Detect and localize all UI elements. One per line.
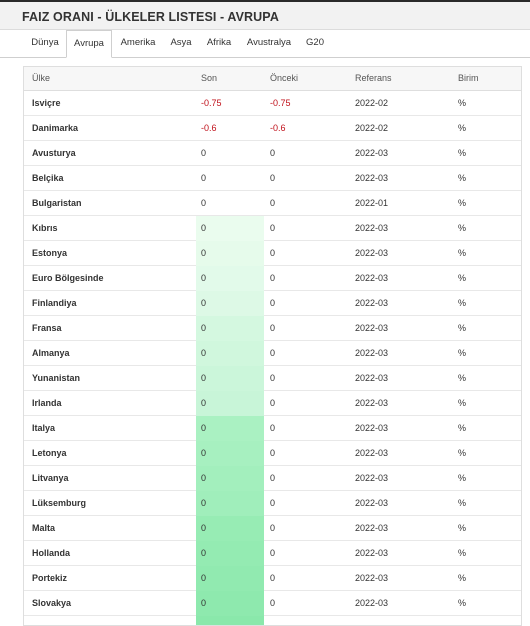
table-row[interactable] (24, 491, 521, 516)
onceki-value: 0 (270, 173, 276, 183)
table-row[interactable] (24, 241, 521, 266)
table-row[interactable] (24, 316, 521, 341)
unit-value: % (458, 573, 467, 583)
son-value: 0 (201, 523, 207, 533)
country-link[interactable]: Irlanda (32, 398, 62, 408)
heat-cell-background (196, 366, 264, 391)
table-row[interactable] (24, 616, 521, 626)
table-row[interactable] (24, 166, 521, 191)
son-value: 0 (201, 498, 207, 508)
unit-value: % (458, 498, 467, 508)
table-row[interactable] (24, 416, 521, 441)
onceki-value: 0 (270, 598, 276, 608)
tab-asya[interactable]: Asya (170, 37, 192, 48)
unit-value: % (458, 173, 467, 183)
table-row[interactable] (24, 366, 521, 391)
son-value: 0 (201, 548, 207, 558)
unit-value: % (458, 448, 467, 458)
table-row[interactable] (24, 191, 521, 216)
country-link[interactable]: Letonya (32, 448, 67, 458)
reference-date: 2022-03 (355, 398, 389, 408)
tab-g20[interactable]: G20 (306, 37, 324, 48)
onceki-value: 0 (270, 523, 276, 533)
onceki-value: -0.75 (270, 98, 291, 108)
unit-value: % (458, 598, 467, 608)
heat-cell-background (196, 591, 264, 616)
country-link[interactable]: Danimarka (32, 123, 79, 133)
table-row[interactable] (24, 591, 521, 616)
onceki-value: 0 (270, 573, 276, 583)
page-title: FAIZ ORANI - ÜLKELER LISTESI - AVRUPA (22, 10, 279, 24)
son-value: 0 (201, 473, 207, 483)
country-link[interactable]: Malta (32, 523, 56, 533)
unit-value: % (458, 98, 467, 108)
reference-date: 2022-03 (355, 423, 389, 433)
onceki-value: 0 (270, 148, 276, 158)
onceki-value: 0 (270, 323, 276, 333)
reference-date: 2022-03 (355, 373, 389, 383)
country-link[interactable]: Finlandiya (32, 298, 77, 308)
table-row[interactable] (24, 291, 521, 316)
onceki-value: 0 (270, 373, 276, 383)
tab-avrupa[interactable]: Avrupa (66, 30, 112, 58)
column-header-son[interactable]: Son (201, 73, 218, 83)
table-row[interactable] (24, 116, 521, 141)
onceki-value: 0 (270, 423, 276, 433)
unit-value: % (458, 223, 467, 233)
heat-cell-background (196, 291, 264, 316)
unit-value: % (458, 473, 467, 483)
son-value: 0 (201, 598, 207, 608)
table-row[interactable] (24, 91, 521, 116)
column-header-onceki[interactable]: Önceki (270, 73, 299, 83)
table-row[interactable] (24, 466, 521, 491)
unit-value: % (458, 198, 467, 208)
reference-date: 2022-02 (355, 123, 389, 133)
tab-amerika[interactable]: Amerika (120, 37, 156, 48)
onceki-value: 0 (270, 198, 276, 208)
tab-avustralya[interactable]: Avustralya (246, 37, 292, 48)
heat-cell-background (196, 416, 264, 441)
son-value: 0 (201, 323, 207, 333)
reference-date: 2022-03 (355, 448, 389, 458)
rates-table (23, 66, 522, 626)
table-row[interactable] (24, 566, 521, 591)
heat-cell-background (196, 266, 264, 291)
reference-date: 2022-03 (355, 148, 389, 158)
heat-cell-background (196, 566, 264, 591)
page-header (0, 2, 530, 30)
table-row[interactable] (24, 391, 521, 416)
onceki-value: 0 (270, 548, 276, 558)
reference-date: 2022-03 (355, 223, 389, 233)
unit-value: % (458, 423, 467, 433)
country-link[interactable]: Euro Bölgesinde (32, 273, 104, 283)
reference-date: 2022-03 (355, 498, 389, 508)
reference-date: 2022-01 (355, 198, 389, 208)
country-link[interactable]: Avusturya (32, 148, 76, 158)
table-row[interactable] (24, 341, 521, 366)
son-value: 0 (201, 173, 207, 183)
country-link[interactable]: Bulgaristan (32, 198, 82, 208)
son-value: 0 (201, 448, 207, 458)
column-header-country[interactable]: Ülke (32, 73, 51, 83)
son-value: 0 (201, 223, 207, 233)
onceki-value: 0 (270, 248, 276, 258)
son-value: 0 (201, 273, 207, 283)
unit-value: % (458, 273, 467, 283)
son-value: 0 (201, 423, 207, 433)
son-value: 0 (201, 398, 207, 408)
onceki-value: 0 (270, 398, 276, 408)
reference-date: 2022-03 (355, 348, 389, 358)
reference-date: 2022-03 (355, 573, 389, 583)
country-link[interactable]: Isviçre (32, 98, 61, 108)
country-link[interactable]: Litvanya (32, 473, 69, 483)
column-header-referans[interactable]: Referans (355, 73, 392, 83)
son-value: 0 (201, 298, 207, 308)
table-row[interactable] (24, 441, 521, 466)
heat-cell-background (196, 241, 264, 266)
unit-value: % (458, 123, 467, 133)
country-link[interactable]: Hollanda (32, 548, 71, 558)
unit-value: % (458, 248, 467, 258)
son-value: 0 (201, 148, 207, 158)
son-value: 0 (201, 573, 207, 583)
tab-dunya[interactable]: Dünya (31, 37, 59, 48)
son-value: 0 (201, 373, 207, 383)
unit-value: % (458, 373, 467, 383)
country-link[interactable]: Italya (32, 423, 56, 433)
heat-cell-background (196, 216, 264, 241)
heat-cell-background (196, 441, 264, 466)
country-link[interactable]: Slovakya (32, 598, 72, 608)
table-row[interactable] (24, 266, 521, 291)
region-tabs (0, 30, 530, 58)
son-value: -0.75 (201, 98, 222, 108)
country-link[interactable]: Estonya (32, 248, 68, 258)
reference-date: 2022-03 (355, 173, 389, 183)
heat-cell-background (196, 341, 264, 366)
heat-cell-background (196, 466, 264, 491)
country-link[interactable]: Fransa (32, 323, 62, 333)
heat-cell-background (196, 616, 264, 626)
unit-value: % (458, 298, 467, 308)
unit-value: % (458, 523, 467, 533)
country-link[interactable]: Kıbrıs (32, 223, 58, 233)
son-value: -0.6 (201, 123, 217, 133)
onceki-value: 0 (270, 273, 276, 283)
unit-value: % (458, 348, 467, 358)
unit-value: % (458, 398, 467, 408)
reference-date: 2022-03 (355, 548, 389, 558)
reference-date: 2022-03 (355, 248, 389, 258)
reference-date: 2022-03 (355, 273, 389, 283)
unit-value: % (458, 148, 467, 158)
onceki-value: 0 (270, 223, 276, 233)
son-value: 0 (201, 248, 207, 258)
table-row[interactable] (24, 516, 521, 541)
country-link[interactable]: Yunanistan (32, 373, 81, 383)
onceki-value: 0 (270, 473, 276, 483)
table-row[interactable] (24, 216, 521, 241)
reference-date: 2022-03 (355, 473, 389, 483)
heat-cell-background (196, 491, 264, 516)
onceki-value: 0 (270, 348, 276, 358)
reference-date: 2022-03 (355, 523, 389, 533)
column-header-birim[interactable]: Birim (458, 73, 479, 83)
country-link[interactable]: Belçika (32, 173, 64, 183)
reference-date: 2022-02 (355, 98, 389, 108)
unit-value: % (458, 548, 467, 558)
son-value: 0 (201, 348, 207, 358)
table-header (24, 67, 521, 91)
country-link[interactable]: Portekiz (32, 573, 68, 583)
heat-cell-background (196, 316, 264, 341)
country-link[interactable]: Lüksemburg (32, 498, 87, 508)
table-row[interactable] (24, 541, 521, 566)
table-row[interactable] (24, 141, 521, 166)
reference-date: 2022-03 (355, 298, 389, 308)
heat-cell-background (196, 541, 264, 566)
onceki-value: 0 (270, 498, 276, 508)
country-link[interactable]: Almanya (32, 348, 70, 358)
reference-date: 2022-03 (355, 323, 389, 333)
tab-afrika[interactable]: Afrika (206, 37, 232, 48)
onceki-value: 0 (270, 298, 276, 308)
onceki-value: 0 (270, 448, 276, 458)
unit-value: % (458, 323, 467, 333)
son-value: 0 (201, 198, 207, 208)
heat-cell-background (196, 516, 264, 541)
heat-cell-background (196, 391, 264, 416)
reference-date: 2022-03 (355, 598, 389, 608)
onceki-value: -0.6 (270, 123, 286, 133)
